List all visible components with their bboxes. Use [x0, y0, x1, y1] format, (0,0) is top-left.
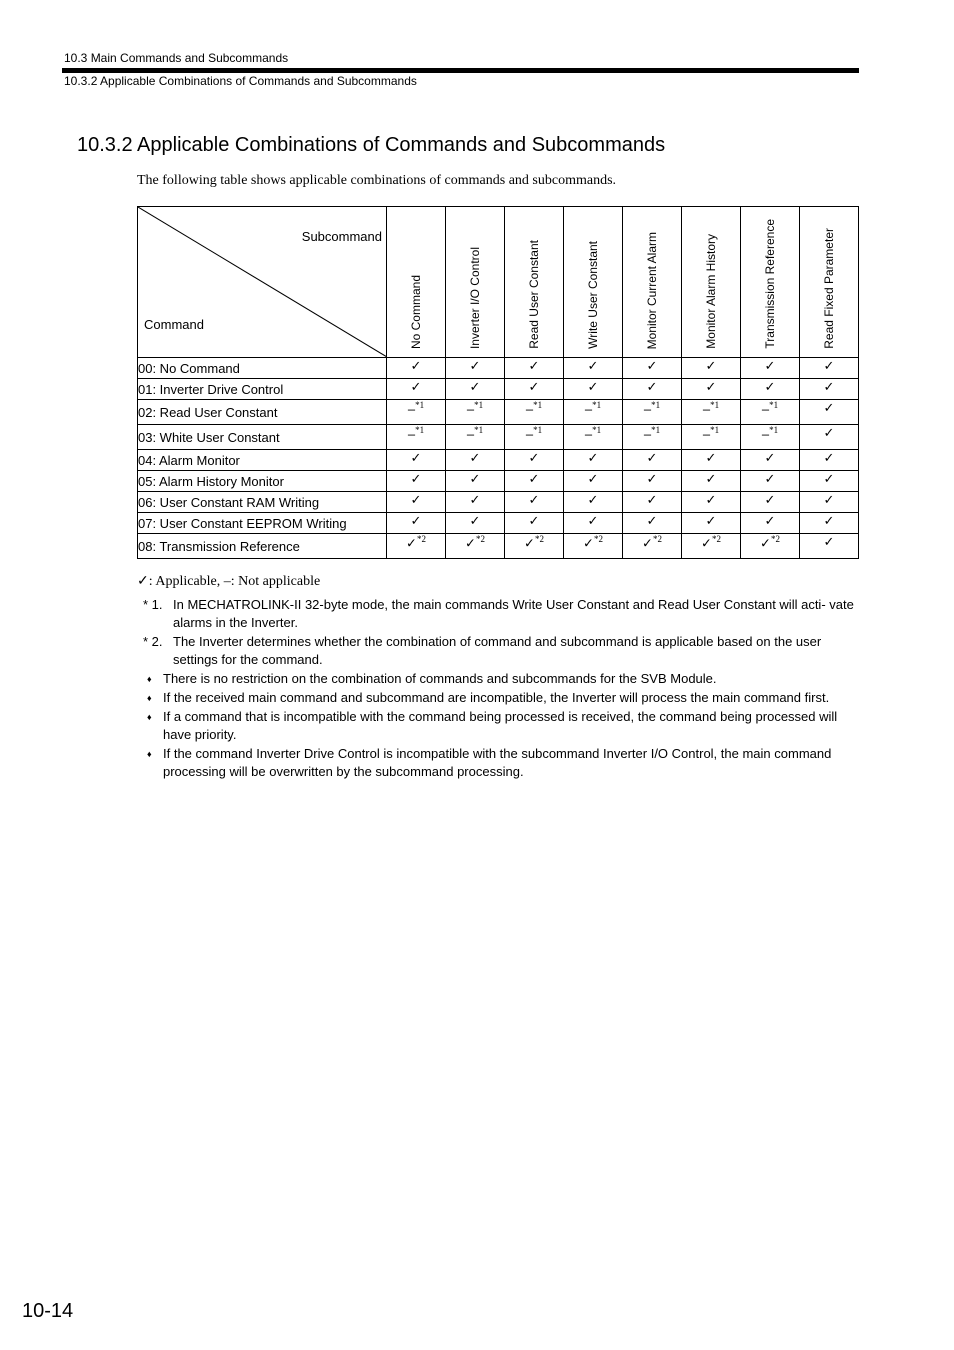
check-mark-icon: ✓ [741, 450, 800, 471]
check-mark-icon: ✓ [741, 471, 800, 492]
check-mark-icon: ✓ [800, 400, 859, 425]
check-mark-icon: ✓ [623, 450, 682, 471]
footnote-ref: *1 [533, 425, 543, 435]
check-mark-icon: ✓ [800, 492, 859, 513]
check-mark-icon: ✓ [800, 450, 859, 471]
check-mark-icon: ✓ [387, 471, 446, 492]
dash-mark: –$^{*1}$ [741, 400, 800, 425]
footnote-ref: *1 [533, 400, 543, 410]
header-divider [62, 68, 859, 73]
check-mark-icon: ✓ [505, 492, 564, 513]
row-label: 03: White User Constant [138, 425, 387, 450]
check-mark-icon: ✓ [800, 358, 859, 379]
check-mark-icon: ✓ [623, 513, 682, 534]
check-mark-icon: ✓ [741, 379, 800, 400]
check-mark-icon: ✓ [741, 513, 800, 534]
check-mark-icon: ✓$^{*2}$ [623, 534, 682, 559]
check-mark-icon: ✓ [682, 358, 741, 379]
table-row [138, 358, 859, 379]
check-mark-icon: ✓ [564, 471, 623, 492]
table-row [138, 471, 859, 492]
check-mark-icon: ✓ [800, 425, 859, 450]
bullet-item [143, 745, 863, 781]
footnote-ref: *1 [474, 400, 484, 410]
column-header: No Command [387, 207, 446, 358]
footnote-ref: *1 [592, 400, 602, 410]
row-label: 00: No Command [138, 358, 387, 379]
check-mark-icon: ✓ [446, 513, 505, 534]
footnote-ref: *1 [710, 400, 720, 410]
intro-text: The following table shows applicable combinations of commands and subcommands. [137, 173, 617, 188]
footnote-ref: *2 [770, 534, 780, 544]
check-mark-icon: ✓ [682, 513, 741, 534]
page-number: 10-14 [22, 1300, 74, 1322]
check-mark-icon: ✓ [446, 471, 505, 492]
bullet-item [143, 670, 863, 688]
check-mark-icon: ✓ [505, 450, 564, 471]
dash-mark: –$^{*1}$ [446, 400, 505, 425]
check-mark-icon: ✓ [682, 379, 741, 400]
dash-mark: –$^{*1}$ [505, 400, 564, 425]
check-mark-icon: ✓ [387, 513, 446, 534]
footnote-ref: *1 [651, 400, 661, 410]
check-mark-icon: ✓ [800, 471, 859, 492]
row-label: 01: Inverter Drive Control [138, 379, 387, 400]
footnote-ref: *1 [710, 425, 720, 435]
column-header: Transmission Reference [741, 207, 800, 358]
footnote-marker: * 1. [143, 597, 163, 612]
footnote-marker: * 2. [143, 634, 163, 649]
dash-mark: –$^{*1}$ [387, 425, 446, 450]
dash-mark: –$^{*1}$ [623, 400, 682, 425]
check-mark-icon: ✓ [564, 358, 623, 379]
check-mark-icon: ✓ [623, 492, 682, 513]
check-mark-icon: ✓ [682, 492, 741, 513]
footnote-ref: *1 [651, 425, 661, 435]
row-label: 04: Alarm Monitor [138, 450, 387, 471]
check-mark-icon: ✓ [387, 492, 446, 513]
bullet-text: If the received main command and subcommand are incompatible, the Inverter will process the main command first. [163, 690, 830, 705]
footnote-text: In MECHATROLINK-II 32-byte mode, the main commands Write User Constant and Read User Constant will acti- vate alarms in the Inverter. [173, 597, 854, 630]
footnote-ref: *1 [769, 425, 779, 435]
table-legend: ✓: Applicable, –: Not applicable [137, 574, 321, 589]
footnote-text: The Inverter determines whether the combination of command and subcommand is applicable based on the user settings for the command. [173, 634, 822, 667]
check-mark-icon: ✓ [682, 471, 741, 492]
dash-mark: –$^{*1}$ [505, 425, 564, 450]
dash-mark: –$^{*1}$ [564, 425, 623, 450]
check-mark-icon: ✓ [623, 471, 682, 492]
check-mark-icon: ✓$^{*2}$ [564, 534, 623, 559]
header-section-title: 10.3 Main Commands and Subcommands [64, 51, 289, 65]
bullet-text: There is no restriction on the combination of commands and subcommands for the SVB Module. [163, 671, 717, 686]
row-label: 06: User Constant RAM Writing [138, 492, 387, 513]
check-mark-icon: ✓$^{*2}$ [741, 534, 800, 559]
dash-mark: –$^{*1}$ [623, 425, 682, 450]
table-row [138, 400, 859, 425]
check-mark-icon: ✓ [741, 492, 800, 513]
column-header: Write User Constant [564, 207, 623, 358]
footnote-ref: *2 [711, 534, 721, 544]
column-header: Monitor Alarm History [682, 207, 741, 358]
bullet-text: If the command Inverter Drive Control is incompatible with the subcommand Inverter I/O Control, the main command processing will be overwritten by the subcommand processing. [163, 746, 832, 779]
footnote-ref: *1 [592, 425, 602, 435]
footnote-ref: *1 [415, 425, 425, 435]
check-mark-icon: ✓ [505, 471, 564, 492]
footnote-ref: *2 [652, 534, 662, 544]
check-mark-icon: ✓ [682, 450, 741, 471]
check-mark-icon: ✓ [387, 379, 446, 400]
diamond-bullet-icon: ♦ [147, 749, 152, 759]
notes-section [143, 596, 863, 782]
footnote-ref: *2 [416, 534, 426, 544]
footnote [143, 596, 863, 632]
corner-command-label: Command [144, 317, 204, 332]
diamond-bullet-icon: ♦ [147, 674, 152, 684]
dash-mark: –$^{*1}$ [741, 425, 800, 450]
footnote-ref: *2 [475, 534, 485, 544]
table-row [138, 513, 859, 534]
footnote-ref: *2 [593, 534, 603, 544]
bullet-item [143, 689, 863, 707]
footnote [143, 633, 863, 669]
check-mark-icon: ✓ [741, 358, 800, 379]
check-mark-icon: ✓ [446, 379, 505, 400]
footnote-ref: *1 [415, 400, 425, 410]
bullet-text: If a command that is incompatible with the command being processed is received, the command being processed will have priority. [163, 709, 838, 742]
check-mark-icon: ✓ [446, 492, 505, 513]
row-label: 05: Alarm History Monitor [138, 471, 387, 492]
corner-subcommand-label: Subcommand [301, 229, 382, 244]
check-mark-icon: ✓ [564, 450, 623, 471]
combination-table [137, 206, 859, 559]
footnote-ref: *1 [769, 400, 779, 410]
row-label: 07: User Constant EEPROM Writing [138, 513, 387, 534]
column-header: Monitor Current Alarm [623, 207, 682, 358]
table-row [138, 534, 859, 559]
check-mark-icon: ✓ [564, 513, 623, 534]
table-row [138, 425, 859, 450]
check-mark-icon: ✓ [623, 358, 682, 379]
page-title: 10.3.2 Applicable Combinations of Commands and Subcommands [77, 134, 666, 156]
footnote-ref: *2 [534, 534, 544, 544]
check-mark-icon: ✓ [505, 379, 564, 400]
table-corner-cell [138, 207, 387, 358]
table-header-row [138, 207, 859, 358]
check-mark-icon: ✓ [800, 534, 859, 559]
dash-mark: –$^{*1}$ [682, 425, 741, 450]
check-mark-icon: ✓ [800, 379, 859, 400]
column-header: Read Fixed Parameter [800, 207, 859, 358]
check-mark-icon: ✓$^{*2}$ [387, 534, 446, 559]
row-label: 08: Transmission Reference [138, 534, 387, 559]
check-mark-icon: ✓$^{*2}$ [505, 534, 564, 559]
dash-mark: –$^{*1}$ [564, 400, 623, 425]
dash-mark: –$^{*1}$ [387, 400, 446, 425]
diamond-bullet-icon: ♦ [147, 712, 152, 722]
table-body [138, 358, 859, 559]
check-mark-icon: ✓ [505, 513, 564, 534]
row-label: 02: Read User Constant [138, 400, 387, 425]
footnote-ref: *1 [474, 425, 484, 435]
check-mark-icon: ✓ [800, 513, 859, 534]
diamond-bullet-icon: ♦ [147, 693, 152, 703]
check-mark-icon: ✓ [387, 450, 446, 471]
table-row [138, 379, 859, 400]
dash-mark: –$^{*1}$ [446, 425, 505, 450]
check-mark-icon: ✓ [387, 358, 446, 379]
check-mark-icon: ✓ [505, 358, 564, 379]
column-header: Read User Constant [505, 207, 564, 358]
check-mark-icon: ✓ [446, 358, 505, 379]
bullet-item [143, 708, 863, 744]
check-mark-icon: ✓$^{*2}$ [682, 534, 741, 559]
check-mark-icon: ✓ [564, 379, 623, 400]
check-mark-icon: ✓ [623, 379, 682, 400]
table-row [138, 492, 859, 513]
check-mark-icon: ✓ [446, 450, 505, 471]
check-mark-icon: ✓$^{*2}$ [446, 534, 505, 559]
header-subsection-title: 10.3.2 Applicable Combinations of Commands and Subcommands [64, 74, 417, 88]
dash-mark: –$^{*1}$ [682, 400, 741, 425]
table-row [138, 450, 859, 471]
column-header: Inverter I/O Control [446, 207, 505, 358]
check-mark-icon: ✓ [564, 492, 623, 513]
